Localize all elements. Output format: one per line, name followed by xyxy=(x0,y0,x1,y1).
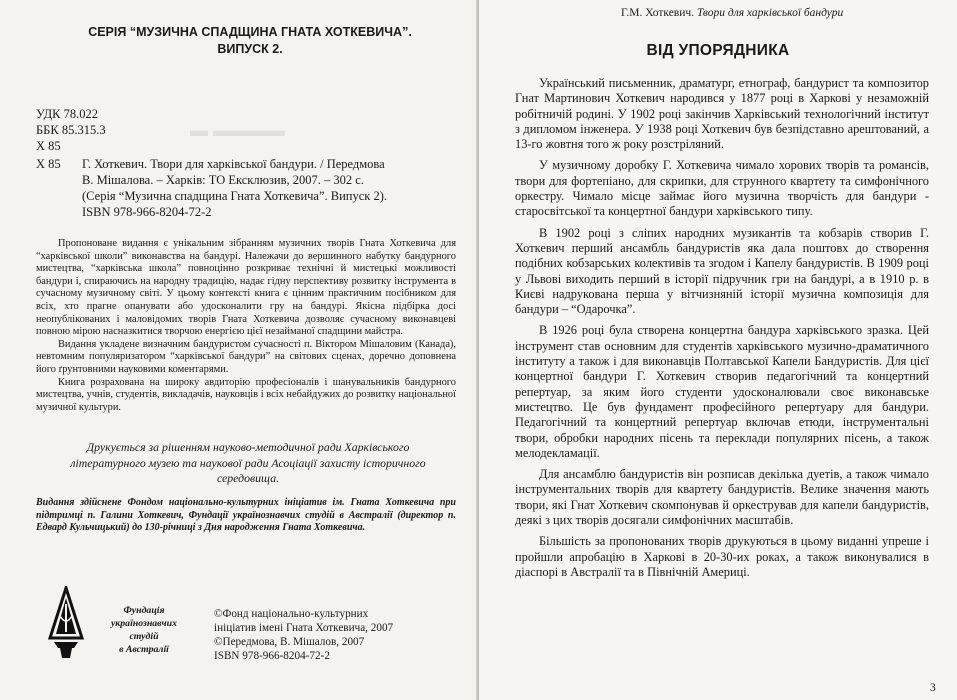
foundation-name xyxy=(94,604,194,656)
copyright-line: ініціатив імені Гната Хоткевича, 2007 xyxy=(214,622,394,634)
copyright-line: ©Фонд національно-культурних xyxy=(214,608,369,620)
series-line-2: ВИПУСК 2. xyxy=(217,42,283,56)
right-page xyxy=(479,0,957,700)
bibliographic-record xyxy=(36,156,456,220)
biblio-line: В. Мішалова. – Харків: ТО Ексклюзив, 2007. – 302 с. xyxy=(82,173,364,187)
funding-note: Видання здійснене Фондом національно-культурних ініціатив ім. Гната Хоткевича при підтримці п. Галини Хоткевич, Фундації українознавчих студій в Австралії (директор п. Едвард Кульчицький) до 130-річниці з Дня народження Гната Хоткевича. xyxy=(36,497,456,533)
foundation-line: Фундація xyxy=(123,605,165,616)
series-heading xyxy=(40,24,460,58)
running-head-title: Твори для харківської бандури xyxy=(696,7,844,19)
running-head-author: Г.М. Хоткевич. xyxy=(621,7,695,19)
foundation-line: студій xyxy=(129,631,159,642)
running-head xyxy=(621,7,843,19)
preface-paragraph: Для ансамблю бандуристів він розписав декілька дуетів, а також чимало інструментальних творів для квартету бандуристів. Велике значення мають твори, які Гнат Хоткевич скомпонував й оркестрував для капели бандуристів, деякі з цих творів досягали симфонічних масштабів. xyxy=(515,467,929,528)
copyright-block xyxy=(214,607,393,663)
preface-paragraph: В 1926 році була створена концертна бандура харківського зразка. Цей інструмент став основним для студентів харківського музично-драматичного інституту а також і для виконавців Полтавської Капели Бандуристів. Для цієї концертної бандури Г. Хоткевич створив педагогічний та концертний репертуар, за яким його студенти удосконалювали своє виконавське мистецтво. Це був фундамент професійного репертуару для бандури. Педагогічний та концертний репертуар включав етюди, інструментальні твори, обробки народних пісень та переклади популярних пісень, а також мелодекламації. xyxy=(515,323,929,460)
left-page xyxy=(0,0,478,700)
copyright-isbn: ISBN 978-966-8204-72-2 xyxy=(214,650,330,662)
biblio-line: (Серія “Музична спадщина Гната Хоткевича”. Випуск 2). xyxy=(82,189,388,203)
annotation-paragraph: Книга розрахована на широку авдиторію професіоналів і шанувальників бандурного мистецтва, учнів, студентів, викладачів, науковців і всіх небайдужих до розвитку національної музичної культури. xyxy=(36,376,456,413)
biblio-line: Г. Хоткевич. Твори для харківської бандури. / Передмова xyxy=(82,157,385,171)
biblio-isbn: ISBN 978-966-8204-72-2 xyxy=(82,205,212,219)
foundation-logo-icon xyxy=(46,586,86,660)
foundation-line: українознавчих xyxy=(110,618,178,629)
copyright-line: ©Передмова, В. Мішалов, 2007 xyxy=(214,636,365,648)
preface-paragraph: Більшість за пропонованих творів друкуються в цьому виданні упреше і пройшли апробацію в Харкові в 20-30-их роках, а також виконувалися в діаспорі в Австралії та в Північній Америці. xyxy=(515,534,929,579)
page-number: 3 xyxy=(930,682,936,694)
classification-codes xyxy=(36,106,106,154)
series-line-1: СЕРІЯ “МУЗИЧНА СПАДЩИНА ГНАТА ХОТКЕВИЧА”. xyxy=(88,25,412,39)
bbk-code: ББК 85.315.3 xyxy=(36,123,106,137)
annotation xyxy=(36,238,456,414)
biblio-text xyxy=(82,156,456,220)
preface-body xyxy=(515,76,929,586)
biblio-code: Х 85 xyxy=(36,157,61,171)
author-sign: Х 85 xyxy=(36,139,61,153)
annotation-paragraph: Видання укладене визначним бандуристом сучасності п. Віктором Мішаловим (Канада), невтомним популяризатором “харківської бандури” на світових сценах, доречно доповнена його ґрунтовними науковими коментарями. xyxy=(36,338,456,375)
council-note: Друкується за рішенням науково-методичної ради Харківського літературного музею та наукової ради Асоціації захисту історичного середовища. xyxy=(70,440,426,485)
annotation-paragraph: Пропоноване видання є унікальним зібранням музичних творів Гната Хоткевича для “харківської школи” виконавства на бандурі. Належачи до вершинного набутку бандурного мистецтва, “харківська школа” повноцінно розкриває технічні й мистецькі можливості бандури і, спираючись на народну традицію, надає гідну перспективу розвитку інструмента в сучасному музичному світі. У цьому контексті книга є цінним практичним посібником для всіх, хто прагне опанувати або удосконалити гру на бандурі. Якісна підбірка досі неопублікованих і маловідомих творів Гната Хоткевича дозволяє сучасному виконавцеві повною мірою насназкитися творчою енергією цієї незайманої спадщини майстра. xyxy=(36,238,456,338)
section-title: ВІД УПОРЯДНИКА xyxy=(646,42,790,59)
foundation-line: в Австралії xyxy=(119,644,169,655)
udc-code: УДК 78.022 xyxy=(36,107,98,121)
preface-paragraph: У музичному доробку Г. Хоткевича чимало хорових творів та романсів, твори для фортепіано, для скрипки, для струнного квартету та симфонічного оркестру. Чимало місце займає його музична творчість для бандури - старосвітської та концертної бандури харківського типу. xyxy=(515,158,929,219)
bleed-through: ▬ ▬▬▬▬ xyxy=(190,120,286,140)
preface-paragraph: В 1902 році з сліпих народних музикантів та кобзарів створив Г. Хоткевич перший ансамбль бандуристів яка дала поштовх до створення подібних кобзарських колективів та згодом і Капелу бандуристів. В 1909 році у Львові виходить перший в історії підручник гри на бандурі, а в 1910 р. в Києві надрукована перша у вітчизняній історії музична композиція для бандури – “Одарочка”. xyxy=(515,225,929,317)
preface-paragraph: Український письменник, драматург, етнограф, бандурист та композитор Гнат Мартинович Хоткевич народився у 1877 році в Харкові у незаможній робітничій родині. У 1902 році закінчив Харківський технологічний інститут з дипломом інженера. У 1938 році Хоткевич був безпідставно арештований, а 13-го жовтня того ж року розстріляний. xyxy=(515,76,929,152)
